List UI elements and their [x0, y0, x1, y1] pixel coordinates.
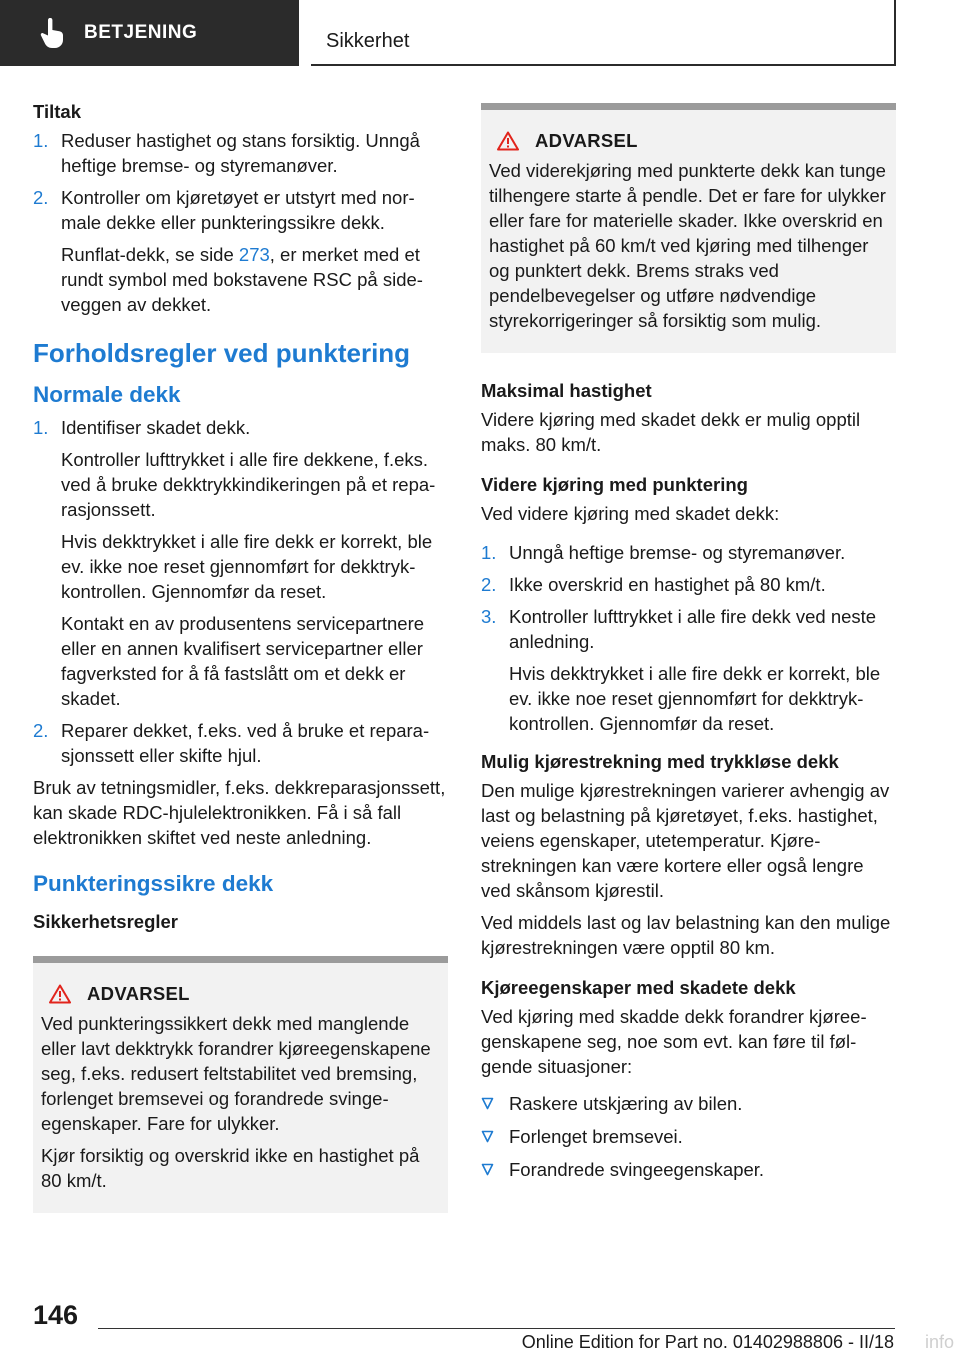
list-item — [481, 604, 896, 736]
page-number: 146 — [33, 1300, 79, 1330]
list-item — [481, 540, 896, 565]
page-header — [0, 0, 960, 66]
edition-text: Online Edition for Part no. 01402988806 - II/18 — [521, 1332, 894, 1352]
step-number: 2. — [481, 574, 497, 595]
triangle-bullet-icon — [481, 1097, 494, 1110]
safety-rules-heading: Sikkerhetsregler — [33, 911, 179, 932]
normal-tires-heading: Normale dekk — [33, 382, 181, 407]
step-number: 2. — [33, 187, 49, 208]
step-number: 1. — [481, 542, 497, 563]
list-item — [33, 128, 448, 178]
section-tab — [0, 0, 299, 66]
section-label: BETJENING — [84, 22, 198, 43]
step-note: Kontroller lufttrykket i alle fire dekkene, f.eks. ved å bruke dekktrykkindikeringen på et reparasjonssett. — [61, 449, 436, 520]
step-number: 1. — [33, 130, 49, 151]
chapter-title: Sikkerhet — [311, 0, 896, 66]
page-footer — [0, 1290, 960, 1362]
step-note-text: Runflat-dekk, se side — [61, 244, 239, 265]
watermark: info — [924, 1332, 954, 1352]
step-note-text: , er merket med et rundt symbol med bokstavene RSC på sideveggen av dekket. — [61, 244, 423, 315]
range-text: Ved middels last og lav belastning kan den mulige kjørestrekningen være opptil 80 km. — [481, 912, 891, 958]
step-number: 2. — [33, 720, 49, 741]
warning-title: ADVARSEL — [87, 983, 190, 1004]
measures-list — [33, 128, 448, 317]
list-item-text: Raskere utskjæring av bilen. — [509, 1093, 743, 1114]
list-item — [481, 572, 896, 597]
step-text: Identifiser skadet dekk. — [61, 417, 251, 438]
handling-intro: Ved kjøring med skadde dekk forandrer kjøreegenskapene seg, noe som evt. kan føre til følgende situasjoner: — [481, 1006, 867, 1077]
step-note — [61, 242, 448, 317]
warning-box — [33, 956, 448, 1213]
list-item-text: Forlenget bremsevei. — [509, 1126, 683, 1147]
warning-header — [41, 983, 440, 1005]
triangle-bullet-icon — [481, 1163, 494, 1176]
warning-text: Ved viderekjøring med punkterte dekk kan tunge tilhengere starte å pendle. Det er fare for ulykker eller fare for materielle skader. Ikke overskrid en hastighet på 60 km/t ved kjøring med tilhenger og punktert dekk. Brems straks ved pendelbevegelser og utføre nødvendige styrekorrigeringer så forsiktig som mulig. — [489, 160, 886, 331]
step-text: Kontroller om kjøretøyet er utstyrt med normale dekke eller punkteringssikre dekk. — [61, 187, 415, 233]
warning-text: Kjør forsiktig og overskrid ikke en hastighet på 80 km/t. — [41, 1145, 420, 1191]
normal-tires-steps — [33, 415, 448, 768]
warning-triangle-icon — [49, 984, 71, 1004]
max-speed-text: Videre kjøring med skadet dekk er mulig opptil maks. 80 km/t. — [481, 409, 861, 455]
list-item — [481, 1157, 896, 1182]
list-item — [33, 415, 448, 711]
step-text: Unngå heftige bremse- og styremanøver. — [509, 542, 846, 563]
right-column — [481, 103, 896, 1190]
footer-divider — [98, 1328, 895, 1329]
hand-pointer-icon — [40, 18, 66, 48]
measures-heading: Tiltak — [33, 101, 81, 122]
warning-text: Ved punkteringssikkert dekk med manglende eller lavt dekktrykk forandrer kjøreegenskapene seg, f.eks. redusert feltstabilitet ved bremsing, forlenget bremsevei og forandrede svingeegenskaper. Fare for ulykker. — [41, 1013, 431, 1134]
step-text: Reparer dekket, f.eks. ved å bruke et reparasjonssett eller skifte hjul. — [61, 720, 430, 766]
list-item — [33, 718, 448, 768]
main-heading: Forholdsregler ved punktering — [33, 338, 411, 368]
step-note: Hvis dekktrykket i alle fire dekk er korrekt, ble ev. ikke noe reset gjennomført for dekktrykkontrollen. Gjennomfør da reset. — [509, 663, 881, 734]
step-number: 3. — [481, 606, 497, 627]
step-text: Reduser hastighet og stans forsiktig. Unngå heftige bremse- og styremanøver. — [61, 130, 420, 176]
step-note: Kontakt en av produsentens servicepartnere eller en annen kvalifisert servicepartner eller fagverksted for å få fastslått om et dekk er skadet. — [61, 613, 425, 709]
list-item — [481, 1124, 896, 1149]
continued-driving-heading: Videre kjøring med punktering — [481, 474, 748, 495]
list-item-text: Forandrede svingeegenskaper. — [509, 1159, 765, 1180]
handling-heading: Kjøreegenskaper med skadete dekk — [481, 977, 796, 998]
step-note: Hvis dekktrykket i alle fire dekk er korrekt, ble ev. ikke noe reset gjennomført for dekktrykkontrollen. Gjennomfør da reset. — [61, 531, 433, 602]
runflat-heading: Punkteringssikre dekk — [33, 871, 274, 896]
continued-driving-intro: Ved videre kjøring med skadet dekk: — [481, 503, 780, 524]
step-number: 1. — [33, 417, 49, 438]
handling-list — [481, 1091, 896, 1182]
triangle-bullet-icon — [481, 1130, 494, 1143]
left-column — [33, 100, 448, 1213]
warning-triangle-icon — [497, 131, 519, 151]
step-text: Kontroller lufttrykket i alle fire dekk ved neste anledning. — [509, 606, 877, 652]
range-heading: Mulig kjørestrekning med trykkløse dekk — [481, 751, 839, 772]
warning-title: ADVARSEL — [535, 130, 638, 151]
list-item — [33, 185, 448, 317]
page-reference-link[interactable]: 273 — [238, 244, 270, 265]
warning-box — [481, 103, 896, 353]
range-text: Den mulige kjørestrekningen varierer avhengig av last og belastning på kjøretøyet, f.eks. hastighet, veiens egenskaper, utetemperatur. Kjørestrekningen kan være kortere eller også lengre ved skånsom kjørestil. — [481, 780, 890, 901]
max-speed-heading: Maksimal hastighet — [481, 380, 652, 401]
warning-header — [489, 130, 888, 152]
step-text: Ikke overskrid en hastighet på 80 km/t. — [509, 574, 826, 595]
list-item — [481, 1091, 896, 1116]
sealant-note: Bruk av tetningsmidler, f.eks. dekkreparasjonssett, kan skade RDC-hjulelektronikken. Få i så fall elektronikken skiftet ved neste anledning. — [33, 777, 446, 848]
continued-driving-steps — [481, 540, 896, 736]
